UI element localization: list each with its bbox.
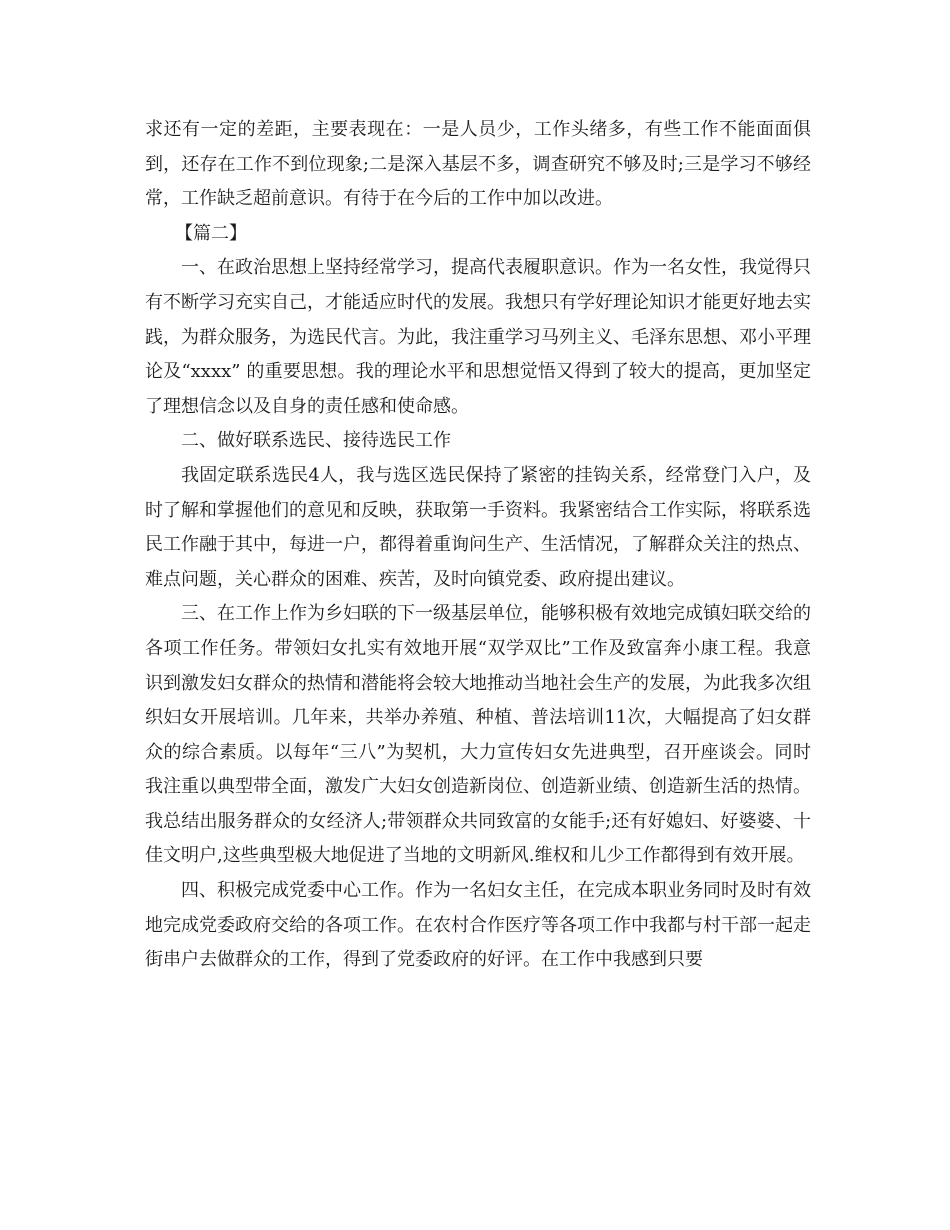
paragraph-voter-contact: 我固定联系选民4人，我与选区选民保持了紧密的挂钩关系，经常登门入户，及时了解和掌握他们的意见和反映，获取第一手资料。我紧密结合工作实际，将联系选民工作融于其中，每进一户，都得着重询问生产、生活情况，了解群众关注的热点、难点问题，关心群众的困难、疾苦，及时向镇党委、政府提出建议。 <box>145 464 811 590</box>
paragraph-political-study: 一、在政治思想上坚持经常学习，提高代表履职意识。作为一名女性，我觉得只有不断学习充实自己，才能适应时代的发展。我想只有学好理论知识才能更好地去实践，为群众服务，为选民代言。为此，我注重学习马列主义、毛泽东思想、邓小平理论及“xxxx” 的重要思想。我的理论水平和思想觉悟又得到了较大的提高，更加坚定了理想信念以及自身的责任感和使命感。 <box>145 257 811 417</box>
paragraph-womens-federation-work: 三、在工作上作为乡妇联的下一级基层单位，能够积极有效地完成镇妇联交给的各项工作任务。带领妇女扎实有效地开展“双学双比”工作及致富奔小康工程。我意识到激发妇女群众的热情和潜能将会较大地推动当地社会生产的发展，为此我多次组织妇女开展培训。几年来，共举办养殖、种植、普法培训11次，大幅提高了妇女群众的综合素质。以每年“三八”为契机，大力宣传妇女先进典型，召开座谈会。同时我注重以典型带全面，激发广大妇女创造新岗位、创造新业绩、创造新生活的热情。我总结出服务群众的女经济人;带领群众共同致富的女能手;还有好媳妇、好婆婆、十佳文明户,这些典型极大地促进了当地的文明新风.维权和儿少工作都得到有效开展。 <box>145 603 811 867</box>
document-page <box>145 113 811 978</box>
paragraph-heading-voter-contact: 二、做好联系选民、接待选民工作 <box>181 430 451 452</box>
paragraph-continuation: 求还有一定的差距，主要表现在：一是人员少，工作头绪多，有些工作不能面面俱到，还存在工作不到位现象;二是深入基层不多，调查研究不够及时;三是学习不够经常，工作缺乏超前意识。有待于在今后的工作中加以改进。 <box>145 119 811 210</box>
section-heading-part-two: 【篇二】 <box>175 222 247 244</box>
paragraph-party-central-work: 四、积极完成党委中心工作。作为一名妇女主任，在完成本职业务同时及时有效地完成党委政府交给的各项工作。在农村合作医疗等各项工作中我都与村干部一起走街串户去做群众的工作，得到了党委政府的好评。在工作中我感到只要 <box>145 880 811 971</box>
